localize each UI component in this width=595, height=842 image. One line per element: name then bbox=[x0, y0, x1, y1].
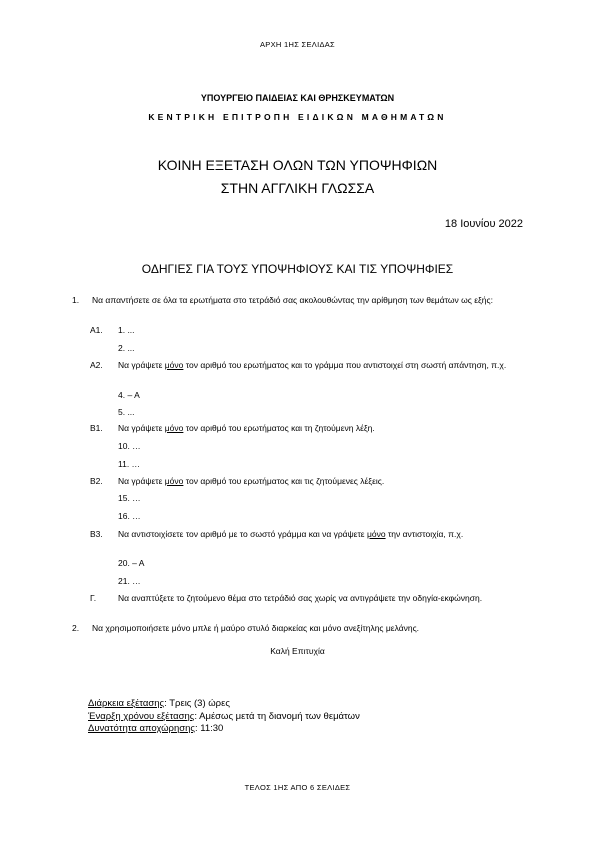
b3-line: 20. – Α bbox=[118, 558, 145, 568]
g-text: Να αναπτύξετε το ζητούμενο θέμα στο τετράδιό σας χωρίς να αντιγράψετε την οδηγία-εκφώνηση. bbox=[118, 593, 483, 603]
item1-number: 1. bbox=[72, 295, 80, 305]
b3-line: 21. … bbox=[118, 576, 141, 586]
duration-row: Διάρκεια εξέτασης: Τρεις (3) ώρες bbox=[88, 698, 230, 709]
page-footer: ΤΕΛΟΣ 1ΗΣ ΑΠΟ 6 ΣΕΛΙΔΕΣ bbox=[244, 783, 351, 792]
b1-label: Β1. bbox=[90, 423, 103, 433]
b2-line: 16. … bbox=[118, 511, 141, 521]
a1-label: Α1. bbox=[90, 325, 103, 335]
item2-number: 2. bbox=[72, 623, 80, 633]
exam-title-line1: ΚΟΙΝΗ ΕΞΕΤΑΣΗ ΟΛΩΝ ΤΩΝ ΥΠΟΨΗΦΙΩΝ bbox=[157, 157, 438, 173]
instructions-heading: ΟΔΗΓΙΕΣ ΓΙΑ ΤΟΥΣ ΥΠΟΨΗΦΙΟΥΣ ΚΑΙ ΤΙΣ ΥΠΟΨΗΦΙΕΣ bbox=[141, 262, 454, 276]
exam-title-line2: ΣΤΗΝ ΑΓΓΛΙΚΗ ΓΛΩΣΣΑ bbox=[220, 180, 375, 196]
page-header: ΑΡΧΗ 1ΗΣ ΣΕΛΙΔΑΣ bbox=[260, 40, 335, 49]
b1-text: Να γράψετε μόνο τον αριθμό του ερωτήματος και τη ζητούμενη λέξη. bbox=[118, 423, 375, 433]
emphasis-only: μόνο bbox=[366, 529, 386, 539]
b1-line: 10. … bbox=[118, 441, 141, 451]
a1-line: 1. ... bbox=[118, 325, 135, 335]
item2-text: Να χρησιμοποιήσετε μόνο μπλε ή μαύρο στυλό διαρκείας και μόνο ανεξίτηλης μελάνης. bbox=[92, 623, 420, 633]
committee-name: ΚΕΝΤΡΙΚΗ ΕΠΙΤΡΟΠΗ ΕΙΔΙΚΩΝ ΜΑΘΗΜΑΤΩΝ bbox=[148, 112, 447, 122]
b3-label: Β3. bbox=[90, 529, 103, 539]
a2-line: 4. – Α bbox=[118, 390, 140, 400]
a2-label: Α2. bbox=[90, 360, 103, 370]
emphasis-only: μόνο bbox=[164, 423, 184, 433]
b2-text: Να γράψετε μόνο τον αριθμό του ερωτήματος και τις ζητούμενες λέξεις. bbox=[118, 476, 385, 486]
start-row: Έναρξη χρόνου εξέτασης: Αμέσως μετά τη διανομή των θεμάτων bbox=[88, 710, 360, 722]
good-luck: Καλή Επιτυχία bbox=[270, 646, 325, 656]
emphasis-only: μόνο bbox=[164, 360, 184, 370]
b2-label: Β2. bbox=[90, 476, 103, 486]
exam-date: 18 Ιουνίου 2022 bbox=[444, 218, 523, 230]
a1-line: 2. ... bbox=[118, 343, 135, 353]
a2-line: 5. ... bbox=[118, 407, 135, 417]
leave-row: Δυνατότητα αποχώρησης: 11:30 bbox=[88, 723, 224, 734]
g-label: Γ. bbox=[90, 593, 97, 603]
item1-text: Να απαντήσετε σε όλα τα ερωτήματα στο τετράδιό σας ακολουθώντας την αρίθμηση των θεμάτων ως εξής: bbox=[92, 295, 493, 305]
a2-text: Να γράψετε μόνο τον αριθμό του ερωτήματος και το γράμμα που αντιστοιχεί στη σωστή απάντηση, π.χ. bbox=[118, 360, 507, 370]
b2-line: 15. … bbox=[118, 493, 141, 503]
b1-line: 11. … bbox=[118, 459, 141, 469]
emphasis-only: μόνο bbox=[164, 476, 184, 486]
b3-text: Να αντιστοιχίσετε τον αριθμό με το σωστό γράμμα και να γράψετε μόνο την αντιστοιχία, π.χ. bbox=[118, 529, 464, 539]
ministry-name: ΥΠΟΥΡΓΕΙΟ ΠΑΙΔΕΙΑΣ ΚΑΙ ΘΡΗΣΚΕΥΜΑΤΩΝ bbox=[200, 93, 395, 103]
exam-info bbox=[88, 698, 360, 736]
